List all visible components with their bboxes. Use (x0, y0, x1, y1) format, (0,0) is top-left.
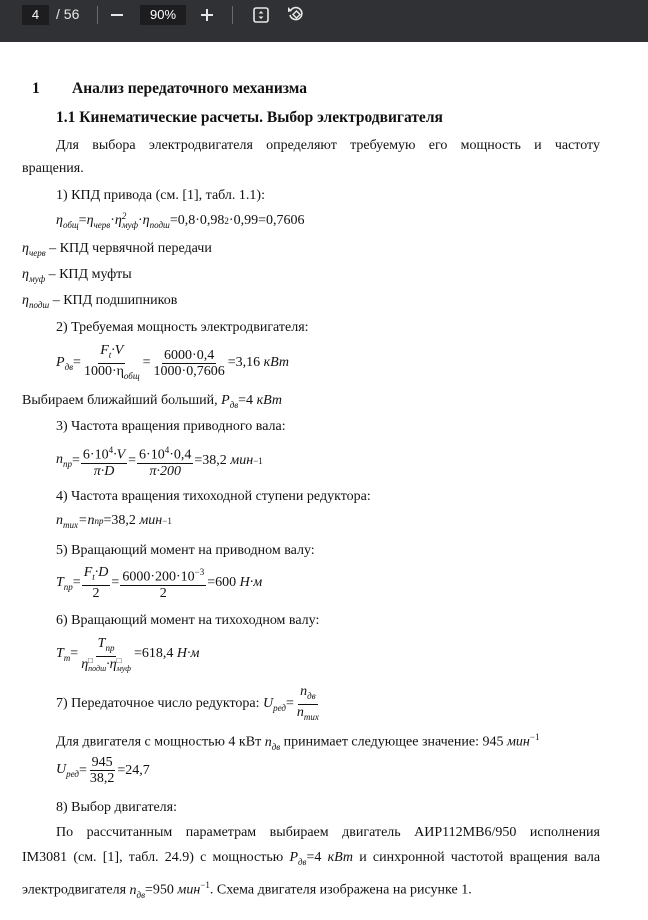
step-8-text: 8) Выбор двигателя: (56, 800, 177, 815)
choose-power-line: Выбираем ближайший больший, $P_{дв}=4$ кВт (22, 393, 282, 410)
definition-coupling: $\eta_{муф}$ – КПД муфты (22, 267, 132, 284)
pdf-toolbar (0, 0, 648, 42)
step-7-text: 7) Передаточное число редуктора: $U_{ред}$ = $\frac{n_{дв}}{n_{тих}}$ (56, 684, 319, 722)
page-number-input[interactable]: 4 (22, 5, 49, 25)
intro-paragraph-line2: вращения. (22, 161, 84, 176)
fit-page-icon[interactable] (251, 5, 271, 25)
step-4-text: 4) Частота вращения тихоходной ступени редуктора: (56, 489, 371, 504)
definition-bearings: $\eta_{подш}$ – КПД подшипников (22, 293, 178, 310)
engine-speed-line: Для двигателя с мощностью 4 кВт $n_{дв}$ принимает следующее значение: 945 мин$^{-1}$ (56, 732, 540, 752)
formula-efficiency: $\eta_{общ}$ = $\eta_{черв}$ · η 2 муф · $\eta_{подш}$ =0,8·0,98 2 ·0,99=0,7606 (56, 211, 305, 230)
step-3-text: 3) Частота вращения приводного вала: (56, 419, 286, 434)
zoom-out-icon[interactable] (109, 7, 125, 23)
step-5-text: 5) Вращающий момент на приводном валу: (56, 543, 315, 558)
heading-number: 1 (32, 80, 40, 97)
definition-worm: $\eta_{черв}$ – КПД червячной передачи (22, 241, 212, 258)
intro-paragraph-line1: Для выбора электродвигателя определяют требуемую его мощность и частоту (56, 138, 600, 153)
subheading: 1.1 Кинематические расчеты. Выбор электродвигателя (56, 109, 443, 126)
heading-title: Анализ передаточного механизма (72, 80, 307, 97)
final-paragraph-line1: По рассчитанным параметрам выбираем двигатель АИР112МВ6/950 исполнения (56, 825, 600, 840)
formula-power: $P_{дв}$ = $\frac{F_t\cdot V}{1000\cdot\eta_{общ}}$ = $\frac{6000\cdot 0,4}{1000\cdot 0,7606}$ =3,16 кВт (56, 343, 289, 381)
formula-gear-ratio: $U_{ред}$ = $\frac{945}{38,2}$ =24,7 (56, 755, 150, 786)
formula-drive-torque: $T_{пр}$ = $\frac{F_t\cdot D}{2}$ = $\frac{6000\cdot 200\cdot 10^{-3}}{2}$ =600 H·м (56, 565, 263, 601)
toolbar-divider (97, 6, 98, 24)
step-6-text: 6) Вращающий момент на тихоходном валу: (56, 613, 320, 628)
zoom-level-input[interactable]: 90% (140, 5, 186, 25)
formula-output-speed: $n_{тих}$ =n пр =38,2 мин −1 (56, 513, 172, 530)
toolbar-divider (232, 6, 233, 24)
final-paragraph-line2: IM3081 (см. [1], табл. 24.9) с мощностью $P_{дв}=4$ кВт и синхронной частотой вращения вала (22, 850, 601, 867)
page-total: / 56 (56, 6, 80, 22)
document-page (0, 42, 648, 920)
step-2-text: 2) Требуемая мощность электродвигателя: (56, 320, 309, 335)
formula-output-torque: $T_т$ = $T_{пр}$ η □ подш ·η □ муф =618,4 H·м (56, 636, 200, 673)
formula-drive-speed: $n_{пр}$ = $\frac{6\cdot 10^4\cdot V}{\pi\cdot D}$ = $\frac{6\cdot 10^4\cdot 0,4}{\pi\cdot 200}$ =38,2 мин −1 (56, 445, 263, 479)
rotate-icon[interactable] (286, 4, 306, 24)
step-1-text: 1) КПД привода (см. [1], табл. 1.1): (56, 188, 265, 203)
zoom-in-icon[interactable] (199, 7, 215, 23)
final-paragraph-line3: электродвигателя $n_{дв}=950$ мин$^{-1}$. Схема двигателя изображена на рисунке 1. (22, 880, 472, 900)
